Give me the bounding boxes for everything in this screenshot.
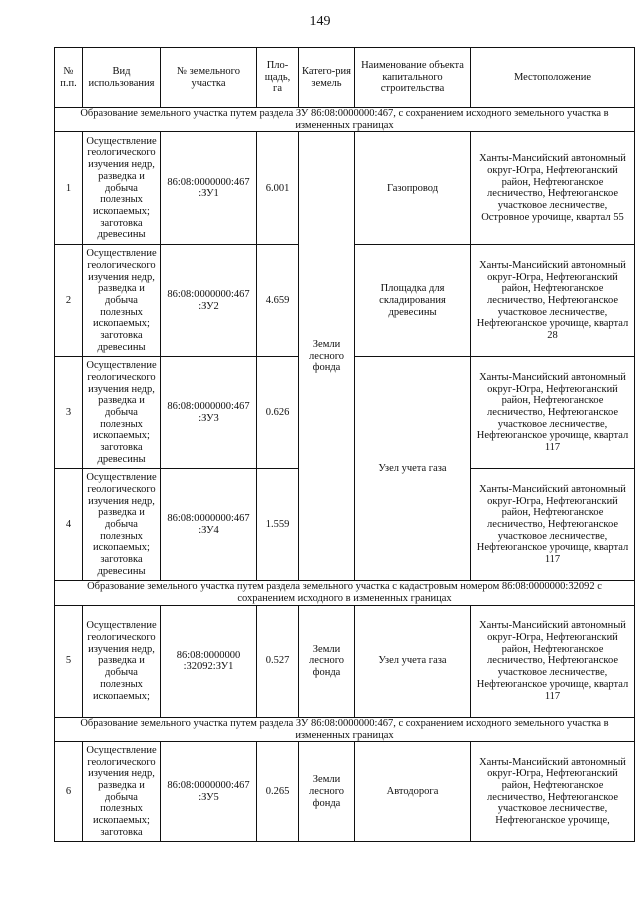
row-area: 6.001 [257,132,299,245]
header-kind: Вид использования [83,48,161,108]
row-number: 6 [55,742,83,842]
row-cadastral: 86:08:0000000:467 :ЗУ1 [161,132,257,245]
row-kind: Осуществление геологического изучения недр, разведка и добыча полезных ископаемых; [83,605,161,717]
land-plots-table [54,47,635,842]
row-cadastral: 86:08:0000000:467 :ЗУ4 [161,469,257,581]
header-row [55,48,635,108]
row-location: Ханты-Мансийский автономный округ-Югра, Нефтеюганский район, Нефтеюганское лесничество, Нефтеюганское участковое лесничестве, Нефтеюганское урочище, квартал 28 [471,245,635,357]
row-cadastral: 86:08:0000000:467 :ЗУ2 [161,245,257,357]
row-object: Газопровод [355,132,471,245]
header-location: Местоположение [471,48,635,108]
row-object: Автодорога [355,742,471,842]
row-number: 1 [55,132,83,245]
row-cadastral: 86:08:0000000:467 :ЗУ5 [161,742,257,842]
section-row [55,581,635,605]
row-location: Ханты-Мансийский автономный округ-Югра, Нефтеюганский район, Нефтеюганское лесничество, Нефтеюганское участковое лесничестве, Нефтеюганское урочище, квартал 117 [471,357,635,469]
header-area: Пло-щадь, га [257,48,299,108]
page-number: 149 [309,14,331,29]
row-location: Ханты-Мансийский автономный округ-Югра, Нефтеюганский район, Нефтеюганское лесничество, Нефтеюганское участковое лесничестве, Нефтеюганское урочище, квартал 117 [471,605,635,717]
row-number: 4 [55,469,83,581]
row-location: Ханты-Мансийский автономный округ-Югра, Нефтеюганский район, Нефтеюганское лесничество, Нефтеюганское участковое лесничестве, Нефтеюганское урочище, [471,742,635,842]
row-area: 1.559 [257,469,299,581]
section-row [55,108,635,132]
row-number: 2 [55,245,83,357]
row-area: 0.626 [257,357,299,469]
row-kind: Осуществление геологического изучения недр, разведка и добыча полезных ископаемых; заготовка древесины [83,469,161,581]
row-kind: Осуществление геологического изучения недр, разведка и добыча полезных ископаемых; заготовка древесины [83,132,161,245]
header-cadastral: № земельного участка [161,48,257,108]
section-row [55,717,635,741]
row-object: Узел учета газа [355,357,471,581]
table-row [55,742,635,842]
header-object: Наименование объекта капитального строительства [355,48,471,108]
row-category: Земли лесного фонда [299,605,355,717]
header-number: № п.п. [55,48,83,108]
table-row [55,605,635,717]
row-category: Земли лесного фонда [299,132,355,581]
section-title: Образование земельного участка путем раздела ЗУ 86:08:0000000:467, с сохранением исходного земельного участка в измененных границах [55,717,635,741]
section-title: Образование земельного участка путем раздела земельного участка с кадастровым номером 86:08:0000000:32092 с сохранением исходного в измененных границах [55,581,635,605]
header-category: Катего-рия земель [299,48,355,108]
row-object: Узел учета газа [355,605,471,717]
row-object: Площадка для складирования древесины [355,245,471,357]
row-kind: Осуществление геологического изучения недр, разведка и добыча полезных ископаемых; заготовка [83,742,161,842]
row-location: Ханты-Мансийский автономный округ-Югра, Нефтеюганский район, Нефтеюганское лесничество, Нефтеюганское участковое лесничестве, Островное урочище, квартал 55 [471,132,635,245]
row-area: 0.527 [257,605,299,717]
row-location: Ханты-Мансийский автономный округ-Югра, Нефтеюганский район, Нефтеюганское лесничество, Нефтеюганское участковое лесничестве, Нефтеюганское урочище, квартал 117 [471,469,635,581]
row-kind: Осуществление геологического изучения недр, разведка и добыча полезных ископаемых; заготовка древесины [83,245,161,357]
row-category: Земли лесного фонда [299,742,355,842]
row-area: 4.659 [257,245,299,357]
row-cadastral: 86:08:0000000 :32092:ЗУ1 [161,605,257,717]
row-area: 0.265 [257,742,299,842]
row-number: 3 [55,357,83,469]
row-kind: Осуществление геологического изучения недр, разведка и добыча полезных ископаемых; заготовка древесины [83,357,161,469]
row-cadastral: 86:08:0000000:467 :ЗУ3 [161,357,257,469]
row-number: 5 [55,605,83,717]
section-title: Образование земельного участка путем раздела ЗУ 86:08:0000000:467, с сохранением исходного земельного участка в измененных границах [55,108,635,132]
table-row [55,132,635,245]
